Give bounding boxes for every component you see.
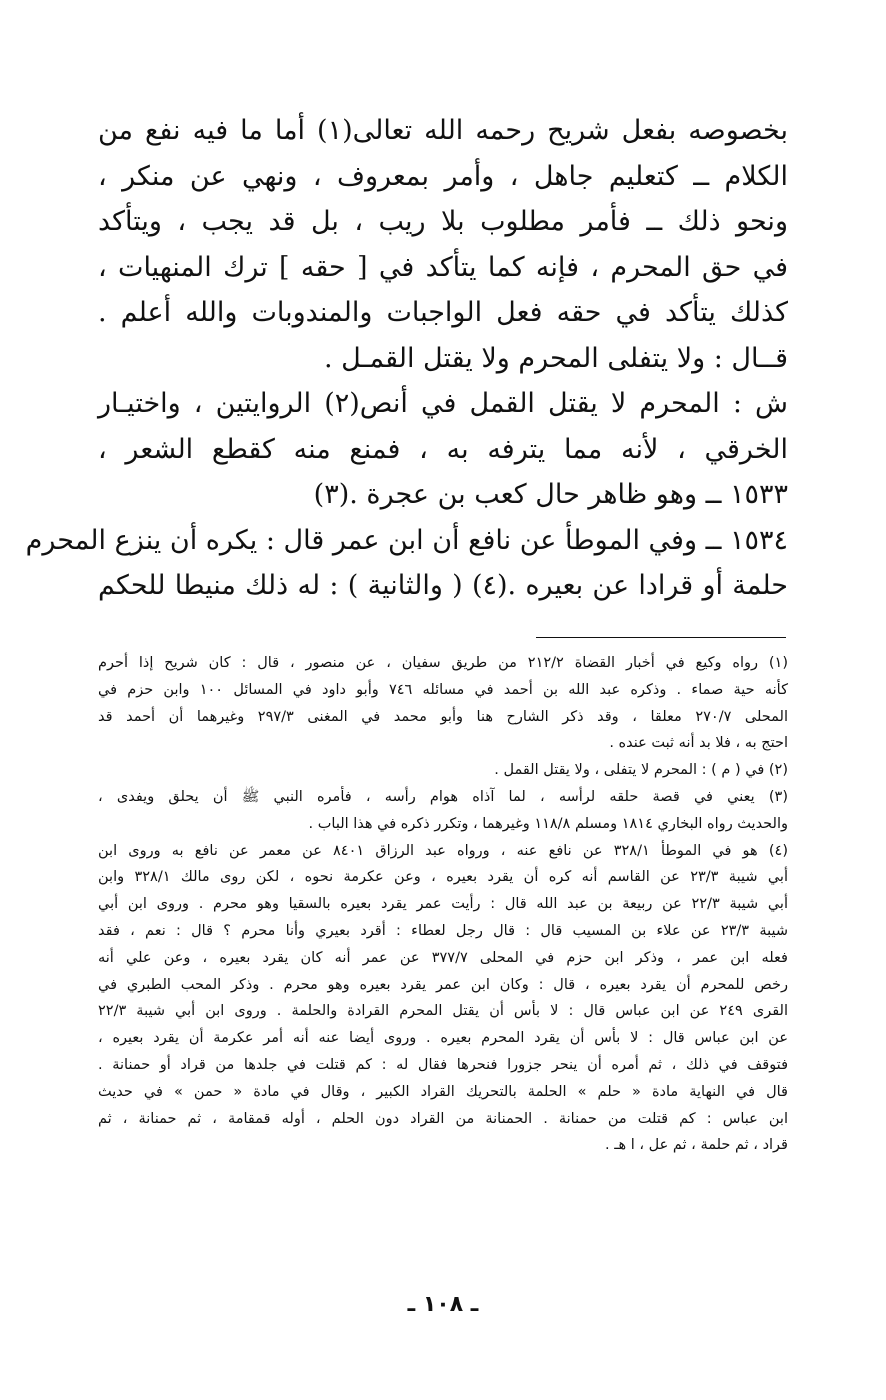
footnote-line: قال في النهاية مادة « حلم » الحلمة بالتحريك القراد الكبير ، وقال في مادة « حمن » في حديث [98,1083,788,1100]
footnote-line: (٣) يعني في قصة حلقه لرأسه ، لما آذاه هوام رأسه ، فأمره النبي ﷺ أن يحلق ويفدى ، [98,788,788,805]
body-line: قــال : ولا يتفلى المحرم ولا يقتل القمـل . [323,342,788,374]
body-line: ونحو ذلك ــ فأمر مطلوب بلا ريب ، بل قد يجب ، ويتأكد [98,206,788,237]
footnote-line: فتوقف في ذلك ، ثم أمره أن ينحر جزورا فنحرها فقال له : كم قتلت في جلدها من قراد أو حمنانة . [98,1056,788,1073]
footnote-line: كأنه حية صماء . وذكره عبد الله بن أحمد في مسائله ٧٤٦ وأبو داود في المسائل ١٠٠ وابن حزم في [98,681,788,698]
body-line: حلمة أو قرادا عن بعيره .(٤) ( والثانية ) : له ذلك منيطا للحكم [98,570,788,601]
main-body-text [25,108,788,609]
footnote-line: القرى ٢٤٩ عن ابن عباس قال : لا بأس أن يقتل المحرم القرادة والحلمة . وروى ابن أبي شيبة ٢٢/٣ [98,1003,788,1020]
footnote-line: (٤) هو في الموطأ ٣٢٨/١ عن نافع عنه ، ورواه عبد الرزاق ٨٤٠١ عن معمر عن نافع به وروى ابن [98,842,788,859]
footnote-line: (٢) في ( م ) : المحرم لا يتفلى ، ولا يقتل القمل . [494,762,788,779]
footnote-line: شيبة ٢٣/٣ عن علاء بن المسيب قال : قال رجل لعطاء : أقرد بعيري وأنا محرم ؟ قال : نعم ، فقد [98,922,788,939]
footnotes-section [98,650,788,1159]
body-line: الخرقي ، لأنه مما يترفه به ، فمنع منه كقطع الشعر ، [98,433,788,465]
footnote-divider [536,637,786,638]
footnote-line: عن ابن عباس قال : لا بأس أن يقرد المحرم بعيره . وروى أيضا عنه أنه أمر عكرمة أن يقرد بعيره ، [98,1030,788,1047]
footnote-line: فعله ابن عمر ، وذكر ابن حزم في المحلى ٣٧٧/٧ عن عمر أنه كان يقرد بعيره ، وعن علي أنه [98,949,788,966]
footnote-line: والحديث رواه البخاري ١٨١٤ ومسلم ١١٨/٨ وغيرهما ، وتكرر ذكره في هذا الباب . [308,815,788,832]
footnote-line: (١) رواه وكيع في أخبار القضاة ٢١٢/٢ من طريق سفيان ، عن منصور ، قال : كان شريح إذا أحرم [98,655,788,671]
footnote-line: رخص للمحرم أن يقرد بعيره ، قال : وكان ابن عمر يقرد بعيره وهو محرم . وذكر المحب الطبري في [98,976,788,993]
body-line: ش : المحرم لا يقتل القمل في أنص(٢) الروايتين ، واختيـار [98,388,788,419]
body-line: ١٥٣٤ ــ وفي الموطأ عن نافع أن ابن عمر قال : يكره أن ينزع المحرم [25,524,788,556]
body-line: الكلام ــ كتعليم جاهل ، وأمر بمعروف ، ونهي عن منكر ، [98,160,788,192]
footnote-line: قراد ، ثم حلمة ، ثم عل ، ا هـ . [604,1137,788,1154]
footnote-line: ابن عباس : كم قتلت من حمنانة . الحمنانة من القراد دون الحلم ، أوله قمقامة ، ثم حمنانة ، ثم [98,1110,788,1127]
body-line: في حق المحرم ، فإنه كما يتأكد في [ حقه ] ترك المنهيات ، [98,251,788,283]
footnote-line: المحلى ٢٧٠/٧ معلقا ، وقد ذكر الشارح هنا وأبو محمد في المغنى ٢٩٧/٣ وغيرهما أن أحمد قد [98,708,788,725]
footnote-line: أبي شيبة ٢٣/٣ عن القاسم أنه كره أن يقرد بعيره ، وعن عكرمة نحوه ، لكن روى مالك ٣٢٨/١ وابن [98,869,788,886]
footnote-line: أبي شيبة ٢٢/٣ عن ربيعة بن عبد الله قال : رأيت عمر يقرد بعيره بالسقيا وهو محرم . وروى ابن أبي [98,896,788,913]
body-line: بخصوصه بفعل شريح رحمه الله تعالى(١) أما ما فيه نفع من [98,115,788,146]
body-line: ١٥٣٣ ــ وهو ظاهر حال كعب بن عجرة .(٣) [313,479,788,510]
page-number: ـ ١٠٨ ـ [407,1292,479,1317]
body-line: كذلك يتأكد في حقه فعل الواجبات والمندوبات والله أعلم . [98,297,788,328]
footnote-line: احتج به ، فلا بد أنه ثبت عنده . [609,735,788,752]
